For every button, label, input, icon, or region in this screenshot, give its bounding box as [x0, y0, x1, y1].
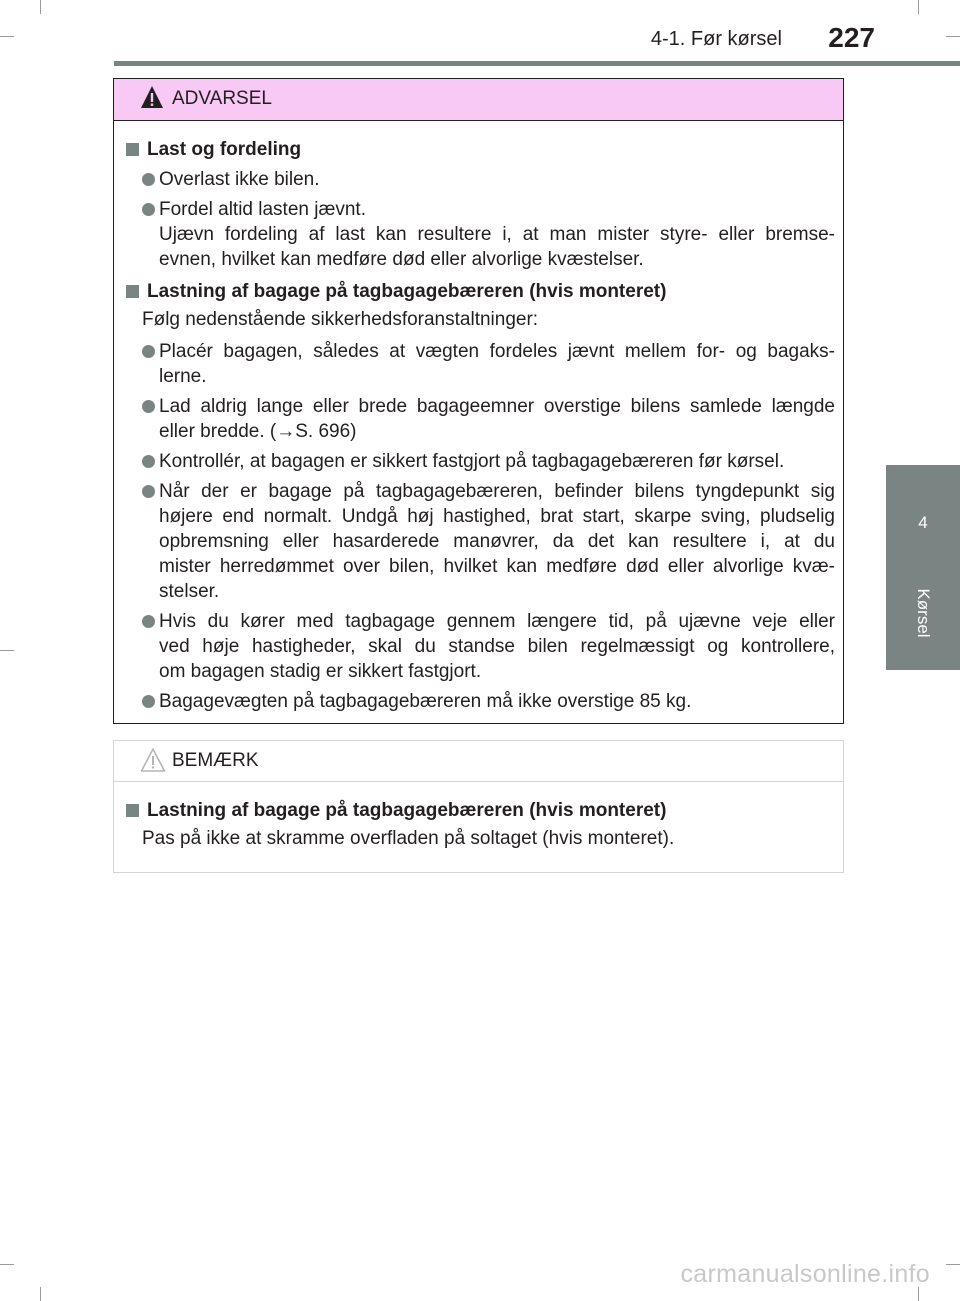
notice-content [114, 782, 843, 851]
header-rule [114, 61, 960, 66]
list-item: Kontrollér, at bagagen er sikkert fastgjort på tagbagagebæreren før kørsel. [126, 449, 835, 474]
crop-mark [0, 650, 14, 651]
square-bullet-icon [126, 804, 139, 817]
list-item: Bagagevægten på tagbagagebæreren må ikke overstige 85 kg. [126, 689, 835, 714]
round-bullet-icon [142, 485, 155, 498]
list-item: Lad aldrig lange eller brede bagageemner overstige bilens samlede længde eller bredde. (→S. 696) [126, 394, 835, 444]
crop-mark [40, 0, 41, 14]
page-number: 227 [828, 22, 875, 53]
warning-content [114, 121, 843, 714]
round-bullet-icon [142, 345, 155, 358]
notice-text: Pas på ikke at skramme overfladen på soltaget (hvis monteret). [142, 828, 675, 849]
notice-box [113, 740, 844, 873]
chapter-label: Kørsel [914, 588, 933, 638]
round-bullet-icon [142, 400, 155, 413]
crop-mark [946, 36, 960, 37]
section-heading: Lastning af bagage på tagbagagebæreren (hvis monteret) [126, 798, 835, 823]
warning-title: ADVARSEL [172, 88, 272, 109]
crop-mark [40, 1287, 41, 1301]
intro-text: Følg nedenstående sikkerhedsforanstaltninger: [142, 309, 539, 330]
round-bullet-icon [142, 695, 155, 708]
notice-header [114, 741, 843, 782]
crop-mark [946, 1264, 960, 1265]
crop-mark [918, 1287, 919, 1301]
list-item: Hvis du kører med tagbagage gennem længere tid, på ujævne veje eller ved høje hastigheder, skal du standse bilen regelmæssigt og kontrollere, om bagagen stadig er sikkert fastgjort. [126, 609, 835, 684]
crop-mark [0, 36, 14, 37]
warning-box [113, 78, 844, 724]
round-bullet-icon [142, 455, 155, 468]
section-title: 4-1. Før kørsel [650, 28, 782, 50]
crop-mark [0, 1264, 14, 1265]
watermark: carmanualsonline.info [680, 1260, 930, 1288]
square-bullet-icon [126, 285, 139, 298]
list-item: Overlast ikke bilen. [126, 167, 835, 192]
round-bullet-icon [142, 203, 155, 216]
caution-triangle-outline-icon [140, 747, 166, 773]
list-item: Placér bagagen, således at vægten fordeles jævnt mellem for- og bagaks- lerne. [126, 339, 835, 389]
round-bullet-icon [142, 615, 155, 628]
square-bullet-icon [126, 143, 139, 156]
round-bullet-icon [142, 173, 155, 186]
section-heading: Lastning af bagage på tagbagagebæreren (hvis monteret) [126, 279, 835, 304]
warning-header [114, 79, 843, 121]
list-item: Fordel altid lasten jævnt. Ujævn fordeling af last kan resultere i, at man mister styre- eller bremse- evnen, hvilket kan medføre død eller alvorlige kvæstelser. [126, 197, 835, 272]
list-item: Når der er bagage på tagbagagebæreren, befinder bilens tyngdepunkt sig højere end normalt. Undgå høj hastighed, brat start, skarpe sving, pludselig opbremsning eller hasarderede manøvrer, da det kan resultere i, at du mister herredømmet over bilen, hvilket kan medføre død eller alvorlige kvæ- stelser. [126, 479, 835, 604]
warning-triangle-icon [140, 85, 164, 109]
notice-title: BEMÆRK [172, 750, 259, 771]
section-heading: Last og fordeling [126, 137, 835, 162]
chapter-tab[interactable] [886, 465, 960, 670]
crop-mark [918, 0, 919, 14]
chapter-number: 4 [918, 513, 928, 532]
